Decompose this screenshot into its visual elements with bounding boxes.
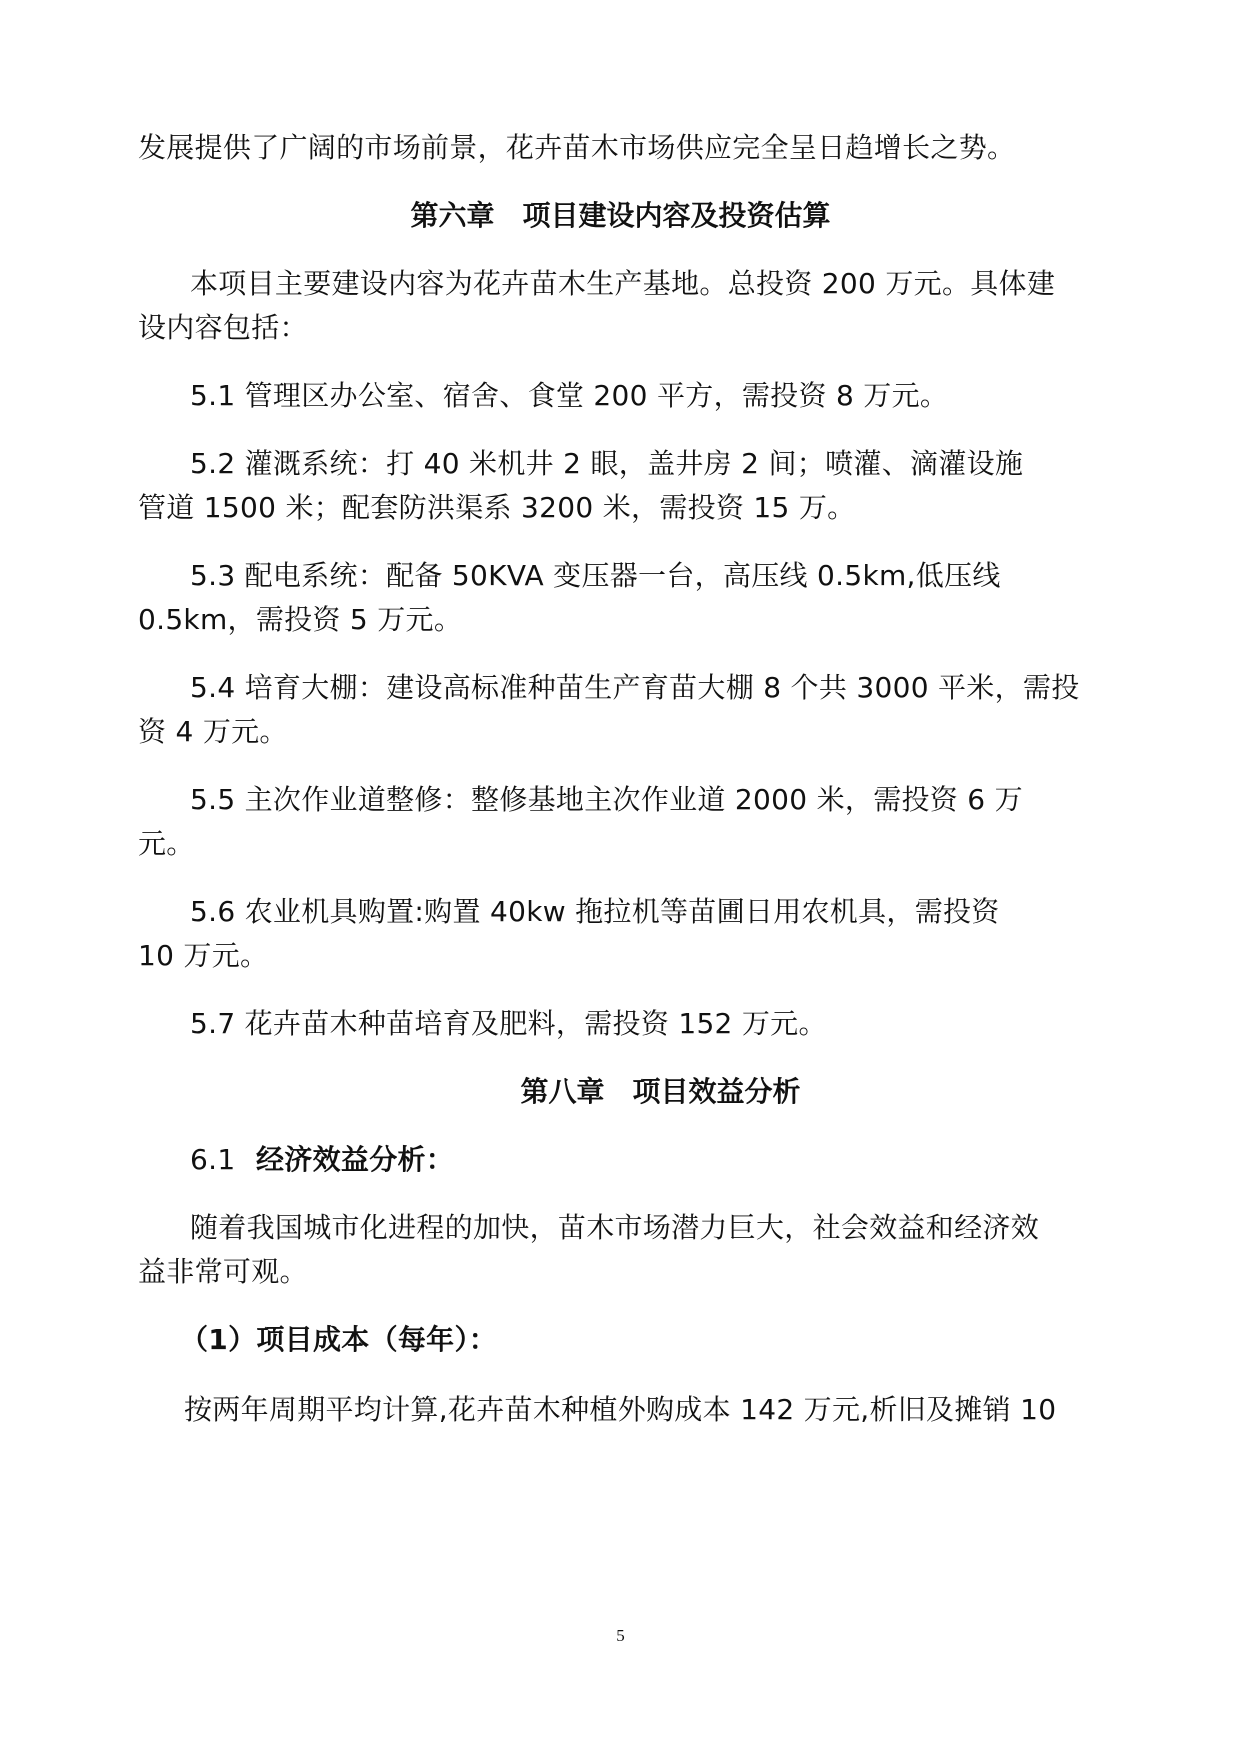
cost-line: 按两年周期平均计算,花卉苗木种植外购成本 142 万元,析旧及摊销 10 [184, 1393, 1057, 1426]
item-5-1-line-1: 5.1 管理区办公室、宿舍、食堂 200 平方，需投资 8 万元。 [190, 379, 949, 412]
chapter6-para-line-2: 设内容包括： [138, 311, 308, 344]
item-5-6-line-2: 10 万元。 [138, 939, 269, 972]
section-6-1-title: 经济效益分析： [256, 1143, 455, 1176]
item-5-5-line-2: 元。 [138, 827, 195, 860]
chapter6-title: 第六章 项目建设内容及投资估算 [410, 199, 831, 232]
item-5-7-line-1: 5.7 花卉苗木种苗培育及肥料，需投资 152 万元。 [190, 1007, 827, 1040]
benefit-para-line-1: 随着我国城市化进程的加快，苗木市场潜力巨大，社会效益和经济效 [190, 1211, 1040, 1244]
item-5-3-line-2: 0.5km，需投资 5 万元。 [138, 603, 463, 636]
benefit-para-line-2: 益非常可观。 [138, 1255, 308, 1288]
item-5-2-line-2: 管道 1500 米；配套防洪渠系 3200 米，需投资 15 万。 [138, 491, 856, 524]
item-5-5-line-1: 5.5 主次作业道整修：整修基地主次作业道 2000 米，需投资 6 万 [190, 783, 1023, 816]
item-5-3-line-1: 5.3 配电系统：配备 50KVA 变压器一台，高压线 0.5km,低压线 [190, 559, 1001, 592]
item-5-2-line-1: 5.2 灌溉系统：打 40 米机井 2 眼，盖井房 2 间；喷灌、滴灌设施 [190, 447, 1024, 480]
item-5-6-line-1: 5.6 农业机具购置:购置 40kw 拖拉机等苗圃日用农机具，需投资 [190, 895, 1000, 928]
cost-heading: （1）项目成本（每年）： [180, 1323, 498, 1356]
chapter6-para-line-1: 本项目主要建设内容为花卉苗木生产基地。总投资 200 万元。具体建 [190, 267, 1056, 300]
item-5-4-line-1: 5.4 培育大棚：建设高标准种苗生产育苗大棚 8 个共 3000 平米，需投 [190, 671, 1080, 704]
chapter8-title: 第八章 项目效益分析 [520, 1075, 801, 1108]
page-number: 5 [616, 1626, 625, 1645]
item-5-4-line-2: 资 4 万元。 [138, 715, 288, 748]
intro-line: 发展提供了广阔的市场前景，花卉苗木市场供应完全呈日趋增长之势。 [138, 131, 1016, 164]
section-6-1-number: 6.1 [190, 1143, 236, 1176]
